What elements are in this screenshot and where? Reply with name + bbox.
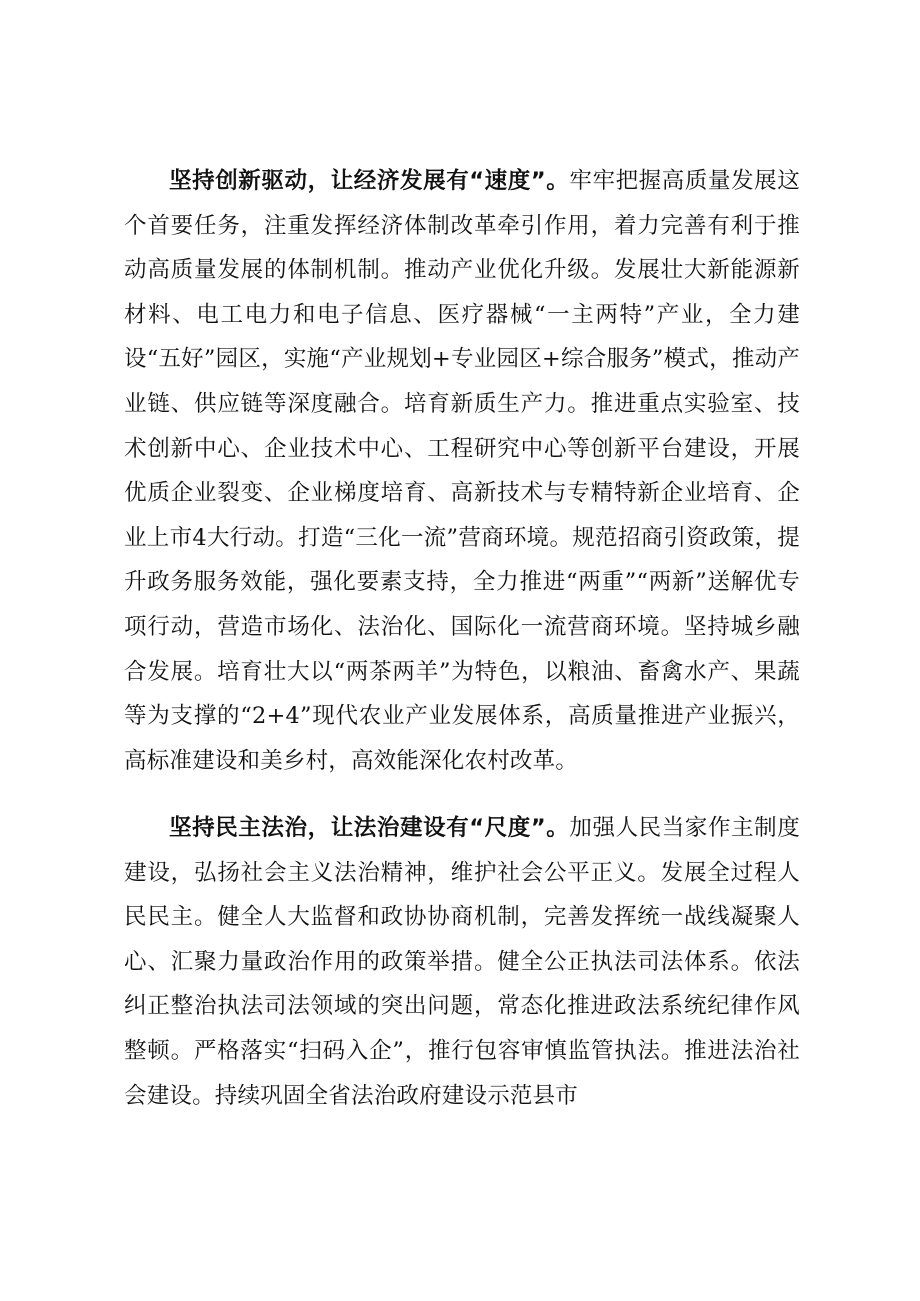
paragraph-heading: 坚持创新驱动，让经济发展有“速度”。 (169, 168, 570, 194)
paragraph-body: 牢牢把握高质量发展这个首要任务，注重发挥经济体制改革牵引作用，着力完善有利于推动高质量发展的体制机制。推动产业优化升级。发展壮大新能源新材料、电工电力和电子信息、医疗器械“一主两特”产业，全力建设“五好”园区，实施“产业规划+专业园区+综合服务”模式，推动产业链、供应链等深度融合。培育新质生产力。推进重点实验室、技术创新中心、企业技术中心、工程研究中心等创新平台建设，开展优质企业裂变、企业梯度培育、高新技术与专精特新企业培育、企业上市4大行动。打造“三化一流”营商环境。规范招商引资政策，提升政务服务效能，强化要素支持，全力推进“两重”“两新”送解优专项行动，营造市场化、法治化、国际化一流营商环境。坚持城乡融合发展。培育壮大以“两茶两羊”为特色，以粮油、畜禽水产、果蔬等为支撑的“2+4”现代农业产业发展体系，高质量推进产业振兴，高标准建设和美乡村，高效能深化农村改革。 (124, 168, 800, 774)
paragraph-rule-of-law (124, 806, 800, 1118)
paragraph-heading: 坚持民主法治，让法治建设有“尺度”。 (169, 815, 570, 841)
paragraph-innovation (124, 159, 800, 783)
paragraph-body: 加强人民当家作主制度建设，弘扬社会主义法治精神，维护社会公平正义。发展全过程人民民主。健全人大监督和政协协商机制，完善发挥统一战线凝聚人心、汇聚力量政治作用的政策举措。健全公正执法司法体系。依法纠正整治执法司法领域的突出问题，常态化推进政法系统纪律作风整顿。严格落实“扫码入企”，推行包容审慎监管执法。推进法治社会建设。持续巩固全省法治政府建设示范县市 (124, 815, 800, 1109)
